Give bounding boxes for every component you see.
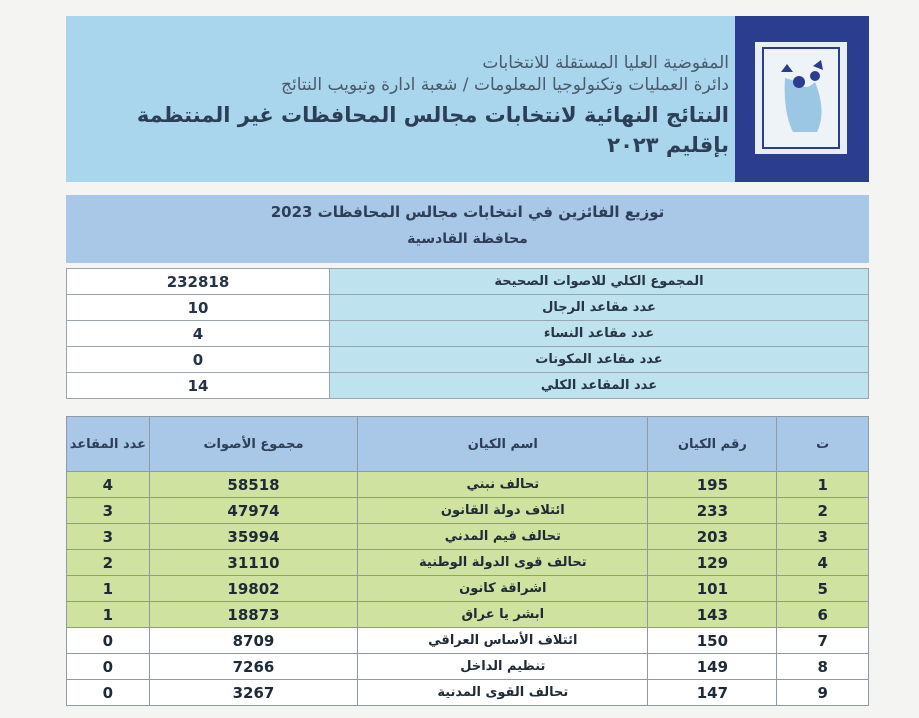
table-row (67, 628, 869, 654)
summary-label: عدد مقاعد الرجال (330, 295, 869, 321)
cell-entity-name: تحالف قيم المدني (358, 524, 648, 550)
cell-index: 4 (777, 550, 869, 576)
table-row (67, 498, 869, 524)
cell-votes: 58518 (149, 472, 357, 498)
col-entity-no-header: رقم الكيان (648, 417, 777, 472)
cell-index: 6 (777, 602, 869, 628)
col-seats-header: عدد المقاعد (67, 417, 150, 472)
cell-seats: 0 (67, 654, 150, 680)
cell-seats: 0 (67, 680, 150, 706)
cell-votes: 35994 (149, 524, 357, 550)
table-row (67, 654, 869, 680)
cell-votes: 3267 (149, 680, 357, 706)
cell-votes: 47974 (149, 498, 357, 524)
summary-label: المجموع الكلي للاصوات الصحيحة (330, 269, 869, 295)
table-row (67, 680, 869, 706)
table-row (67, 472, 869, 498)
distribution-title: توزيع الفائزين في انتخابات مجالس المحافظات 2023 (270, 203, 665, 221)
cell-votes: 31110 (149, 550, 357, 576)
table-row (67, 524, 869, 550)
table-row (67, 550, 869, 576)
header-text (89, 52, 729, 160)
cell-entity-no: 203 (648, 524, 777, 550)
table-row (67, 602, 869, 628)
summary-label: عدد مقاعد النساء (330, 321, 869, 347)
summary-table (66, 268, 869, 399)
cell-seats: 1 (67, 602, 150, 628)
document-header (66, 16, 869, 182)
logo-emblem (755, 42, 847, 154)
cell-index: 7 (777, 628, 869, 654)
cell-seats: 3 (67, 498, 150, 524)
col-votes-header: مجموع الأصوات (149, 417, 357, 472)
cell-entity-name: ائتلاف الأساس العراقي (358, 628, 648, 654)
cell-entity-name: ائتلاف دولة القانون (358, 498, 648, 524)
cell-entity-name: ابشر يا عراق (358, 602, 648, 628)
cell-index: 9 (777, 680, 869, 706)
cell-seats: 2 (67, 550, 150, 576)
cell-entity-name: تحالف قوى الدولة الوطنية (358, 550, 648, 576)
cell-entity-no: 150 (648, 628, 777, 654)
summary-label: عدد مقاعد المكونات (330, 347, 869, 373)
department-name: دائرة العمليات وتكنولوجيا المعلومات / شعبة ادارة وتبويب النتائج (281, 75, 729, 95)
cell-entity-name: اشراقة كانون (358, 576, 648, 602)
cell-votes: 19802 (149, 576, 357, 602)
summary-row (67, 321, 869, 347)
cell-entity-no: 233 (648, 498, 777, 524)
commission-name: المفوضية العليا المستقلة للانتخابات (482, 53, 729, 73)
summary-label: عدد المقاعد الكلي (330, 373, 869, 399)
col-index-header: ت (777, 417, 869, 472)
cell-index: 5 (777, 576, 869, 602)
governorate-name: محافظة القادسية (407, 231, 528, 247)
cell-votes: 7266 (149, 654, 357, 680)
cell-entity-no: 129 (648, 550, 777, 576)
document-title: النتائج النهائية لانتخابات مجالس المحافظات غير المنتظمة بإقليم ٢٠٢٣ (136, 103, 729, 157)
cell-seats: 1 (67, 576, 150, 602)
summary-row (67, 373, 869, 399)
summary-value: 14 (67, 373, 330, 399)
cell-seats: 3 (67, 524, 150, 550)
cell-entity-name: تنظيم الداخل (358, 654, 648, 680)
results-title (66, 195, 869, 263)
summary-row (67, 269, 869, 295)
logo-graphic (755, 42, 847, 154)
cell-index: 2 (777, 498, 869, 524)
col-entity-name-header: اسم الكيان (358, 417, 648, 472)
cell-index: 8 (777, 654, 869, 680)
summary-value: 10 (67, 295, 330, 321)
cell-entity-no: 149 (648, 654, 777, 680)
cell-entity-no: 147 (648, 680, 777, 706)
cell-entity-no: 101 (648, 576, 777, 602)
summary-row (67, 295, 869, 321)
cell-index: 1 (777, 472, 869, 498)
cell-index: 3 (777, 524, 869, 550)
commission-logo (735, 16, 869, 182)
cell-votes: 18873 (149, 602, 357, 628)
cell-votes: 8709 (149, 628, 357, 654)
cell-entity-name: تحالف نبني (358, 472, 648, 498)
cell-entity-no: 143 (648, 602, 777, 628)
cell-entity-no: 195 (648, 472, 777, 498)
summary-row (67, 347, 869, 373)
summary-value: 0 (67, 347, 330, 373)
cell-seats: 4 (67, 472, 150, 498)
cell-seats: 0 (67, 628, 150, 654)
results-table (66, 416, 869, 706)
results-header-row (67, 417, 869, 472)
summary-value: 4 (67, 321, 330, 347)
table-row (67, 576, 869, 602)
cell-entity-name: تحالف القوى المدنية (358, 680, 648, 706)
summary-value: 232818 (67, 269, 330, 295)
